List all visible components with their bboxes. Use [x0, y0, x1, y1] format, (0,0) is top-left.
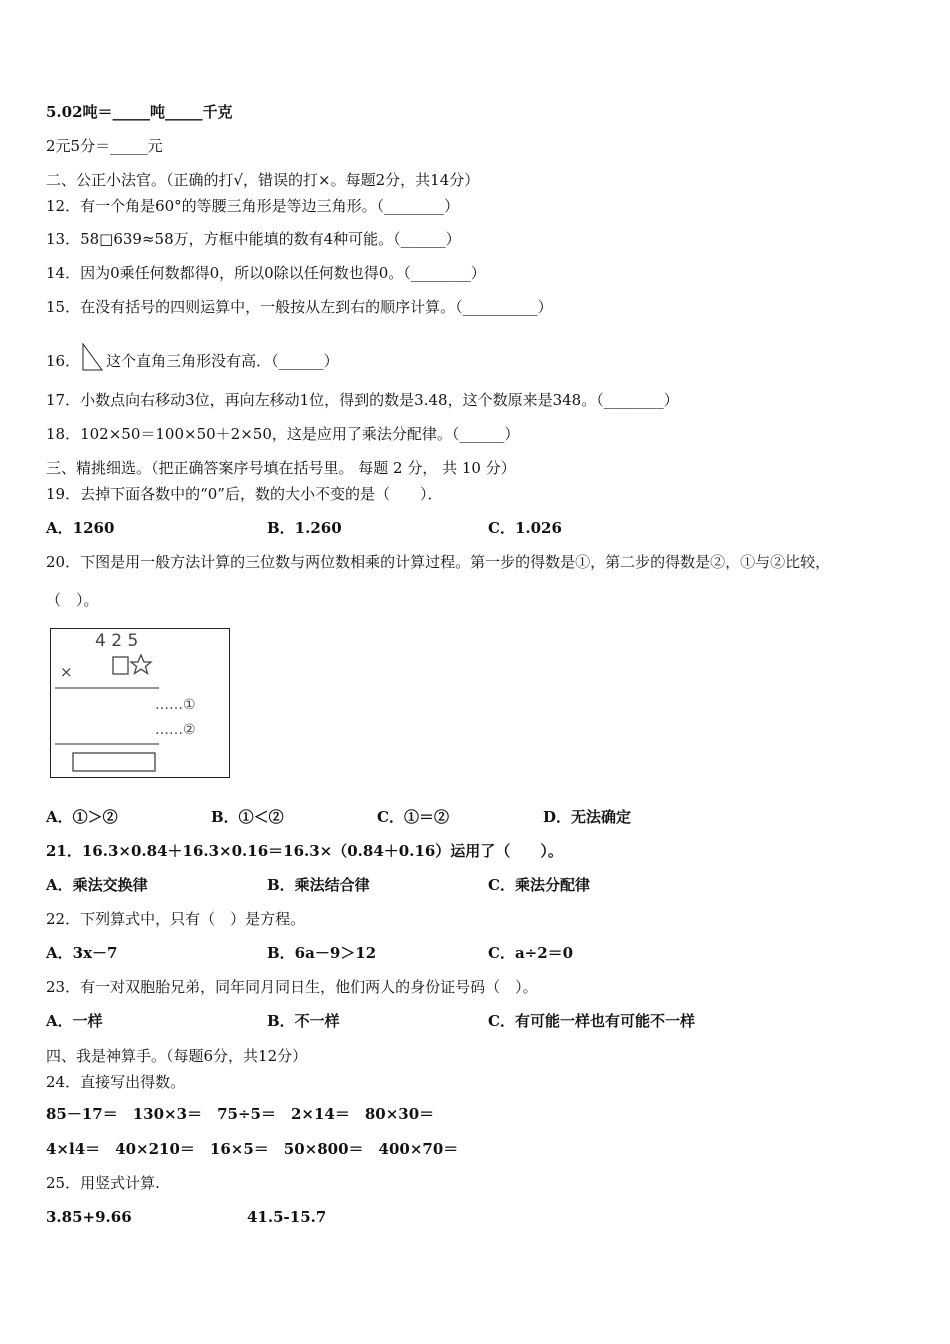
question-20: 20．下图是用一般方法计算的三位数与两位数相乘的计算过程。第一步的得数是①，第二步的得数是②，①与②比较， — [46, 553, 831, 571]
line-yuan: 2元5分＝_____元 — [46, 137, 163, 155]
question-22: 22．下列算式中，只有（ ）是方程。 — [46, 910, 306, 928]
question-18: 18．102×50＝100×50＋2×50，这是应用了乘法分配律。（______） — [46, 425, 520, 443]
q20-option-c: C．①＝② — [377, 808, 449, 826]
q20-option-a: A．①＞② — [46, 808, 118, 826]
question-14: 14．因为0乘任何数都得0，所以0除以任何数也得0。（________） — [46, 264, 486, 282]
mark-step-1: ……① — [155, 697, 196, 713]
question-16-text: 这个直角三角形没有高．（______） — [106, 352, 339, 370]
result-box — [73, 753, 155, 771]
question-16-number: 16． — [46, 352, 81, 370]
question-24: 24．直接写出得数。 — [46, 1073, 186, 1091]
q21-option-a: A．乘法交换律 — [46, 876, 148, 894]
q23-option-c: C．有可能一样也有可能不一样 — [488, 1012, 695, 1030]
q22-option-a: A．3x－7 — [46, 944, 118, 962]
question-20-blank: （ ）。 — [46, 591, 99, 609]
multiplication-figure — [50, 628, 230, 778]
question-12: 12．有一个角是60°的等腰三角形是等边三角形。（________） — [46, 197, 460, 215]
digits-425: 4 2 5 — [95, 631, 139, 651]
q19-option-c: C．1.026 — [488, 519, 562, 537]
q20-option-d: D．无法确定 — [543, 808, 632, 826]
question-17: 17．小数点向右移动3位，再向左移动1位，得到的数是3.48，这个数原来是348。（________） — [46, 391, 679, 409]
mark-step-2: ……② — [155, 722, 196, 738]
q21-option-b: B．乘法结合律 — [267, 876, 370, 894]
q20-option-b: B．①＜② — [211, 808, 284, 826]
section-4-heading: 四、我是神算手。（每题6分，共12分） — [46, 1047, 308, 1065]
square-icon — [113, 657, 128, 674]
section-3-heading: 三、精挑细选。（把正确答案序号填在括号里。 每题 2 分， 共 10 分） — [46, 459, 516, 477]
question-23: 23．有一对双胞胎兄弟，同年同月同日生，他们两人的身份证号码（ ）。 — [46, 978, 538, 996]
q21-option-c: C．乘法分配律 — [488, 876, 590, 894]
q23-option-a: A．一样 — [46, 1012, 103, 1030]
times-sign: × — [60, 663, 73, 681]
star-icon — [131, 655, 151, 674]
line-tons: 5.02吨＝_____吨_____千克 — [46, 103, 233, 121]
q25-expression-b: 41.5-15.7 — [247, 1208, 327, 1226]
q25-expression-a: 3.85+9.66 — [46, 1208, 132, 1226]
q19-option-b: B．1.260 — [267, 519, 342, 537]
q24-row-1: 85－17＝ 130×3＝ 75÷5＝ 2×14＝ 80×30＝ — [46, 1105, 435, 1123]
question-19: 19．去掉下面各数中的“0”后，数的大小不变的是（ ）． — [46, 485, 443, 503]
q19-option-a: A．1260 — [46, 519, 115, 537]
q22-option-b: B．6a－9＞12 — [267, 944, 377, 962]
question-15: 15．在没有括号的四则运算中，一般按从左到右的顺序计算。（__________） — [46, 298, 553, 316]
q24-row-2: 4×l4＝ 40×210＝ 16×5＝ 50×800＝ 400×70＝ — [46, 1140, 459, 1158]
question-13: 13．58□639≈58万，方框中能填的数有4种可能。（______） — [46, 230, 461, 248]
q23-option-b: B．不一样 — [267, 1012, 340, 1030]
question-21: 21．16.3×0.84＋16.3×0.16＝16.3×（0.84＋0.16）运用了（ ）。 — [46, 842, 563, 860]
question-16 — [46, 342, 339, 372]
multiplication-diagram — [51, 629, 229, 777]
section-2-heading: 二、公正小法官。（正确的打√，错误的打×。每题2分，共14分） — [46, 171, 480, 189]
right-triangle-icon — [80, 342, 104, 372]
q22-option-c: C．a÷2＝0 — [488, 944, 574, 962]
question-25: 25．用竖式计算. — [46, 1174, 160, 1192]
